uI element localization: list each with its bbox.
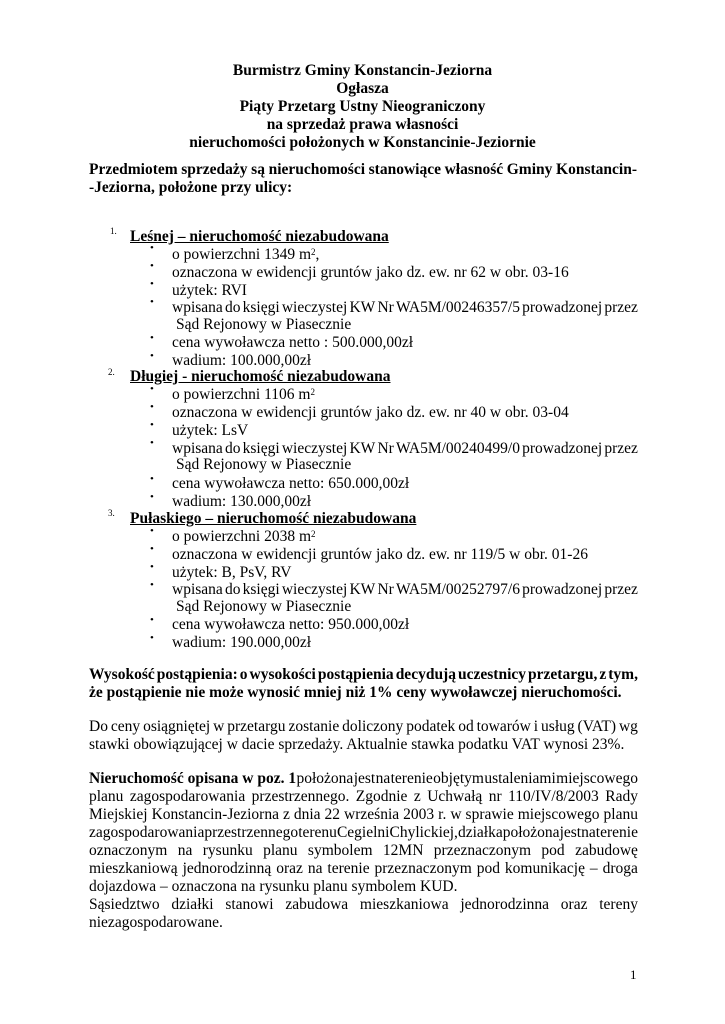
word: Nr xyxy=(377,581,394,598)
bullet-icon: • xyxy=(150,473,154,485)
property-deposit: wadium: 190.000,00zł xyxy=(172,634,312,651)
word: towarów xyxy=(476,718,531,735)
word: wieczystej xyxy=(281,581,348,598)
word: wg xyxy=(618,718,638,735)
bullet-icon: • xyxy=(150,296,154,308)
word: września xyxy=(344,806,400,823)
intro-line-2: -Jeziorna, położone przy ulicy: xyxy=(89,179,293,196)
word: Uchwałą xyxy=(427,788,483,805)
word: postąpienia xyxy=(317,666,394,683)
word: objętym xyxy=(433,770,484,787)
word: w xyxy=(213,718,225,735)
zoning-line-9: niezagospodarowane. xyxy=(89,914,223,931)
word: jest xyxy=(353,770,376,787)
property-court: Sąd Rejonowy w Piasecznie xyxy=(176,598,352,615)
word: mieszkaniowa xyxy=(359,896,449,913)
word: wieczystej xyxy=(281,440,348,457)
bullet-icon: • xyxy=(150,437,154,449)
word: droga xyxy=(602,860,638,877)
word: Chylickiej, xyxy=(389,824,458,841)
property-deposit: wadium: 100.000,00zł xyxy=(172,352,312,369)
word: oraz xyxy=(560,896,588,913)
bullet-icon: • xyxy=(150,350,154,362)
word: położona xyxy=(296,770,354,787)
word: prowadzonej xyxy=(522,299,603,316)
word: Gminy xyxy=(506,161,553,178)
bullet-icon: • xyxy=(150,579,154,591)
word: ustaleniami xyxy=(484,770,556,787)
property-title: Pułaskiego – nieruchomość niezabudowana xyxy=(130,510,417,527)
word: przestrzennego. xyxy=(251,788,350,805)
word: sprawie xyxy=(465,806,514,823)
word: Konstancin-Jeziorna xyxy=(151,806,279,823)
property-price: cena wywoławcza netto: 650.000,00zł xyxy=(172,475,410,492)
word: przez xyxy=(604,581,638,598)
zoning-line-5 xyxy=(89,842,638,860)
property-title: Długiej - nieruchomość niezabudowana xyxy=(130,368,391,385)
word: prowadzonej xyxy=(522,581,603,598)
word: jednorodzinną xyxy=(182,860,272,877)
word: uczestnicy xyxy=(458,666,527,683)
word: z xyxy=(282,806,290,823)
word: wpisana xyxy=(172,299,223,316)
word: miejscowego xyxy=(556,770,638,787)
property-title: Leśnej – nieruchomość niezabudowana xyxy=(130,228,389,245)
intro-line-1 xyxy=(89,161,637,179)
word: Cegielni xyxy=(336,824,390,841)
zoning-lead: Nieruchomość opisana w poz. 1 xyxy=(89,770,297,787)
word: postąpienia: xyxy=(156,666,238,683)
word: o xyxy=(239,666,248,683)
bid-step-paragraph xyxy=(89,666,638,702)
word: tereny xyxy=(599,896,638,913)
word: tym, xyxy=(608,666,638,683)
word: Konstancin- xyxy=(556,161,637,178)
bullet-icon: • xyxy=(150,278,154,290)
word: sprzedaży xyxy=(181,161,248,178)
word: i xyxy=(533,718,539,735)
word: do xyxy=(224,299,241,316)
property-court: Sąd Rejonowy w Piasecznie xyxy=(176,456,352,473)
word: w xyxy=(450,806,462,823)
word: 110/IV/8/2003 xyxy=(508,788,599,805)
zoning-line-8 xyxy=(89,896,638,914)
word: Rady xyxy=(605,788,638,805)
property-parcel: oznaczona w ewidencji gruntów jako dz. ew. nr 40 w obr. 03-04 xyxy=(172,404,569,421)
word: wieczystej xyxy=(281,299,348,316)
property-land-register xyxy=(172,581,638,599)
word: jednorodzinna xyxy=(460,896,550,913)
word: 22 xyxy=(324,806,341,823)
word: Do xyxy=(89,718,108,735)
word: przeznaczonym xyxy=(374,860,472,877)
bullet-icon: • xyxy=(150,491,154,503)
property-land-use: użytek: LsV xyxy=(172,422,249,439)
announcement-header xyxy=(0,62,725,152)
word: jest xyxy=(559,824,582,841)
property-area: o powierzchni 2038 $m^2$ xyxy=(172,528,316,545)
bullet-icon: • xyxy=(150,383,154,395)
property-court: Sąd Rejonowy w Piasecznie xyxy=(176,316,352,333)
bullet-icon: • xyxy=(150,561,154,573)
word: księgi xyxy=(242,299,280,316)
word: działka xyxy=(457,824,503,841)
word: księgi xyxy=(242,440,280,457)
word: zabudowę xyxy=(575,842,638,859)
word: WA5M/00246357/5 xyxy=(395,299,520,316)
word: księgi xyxy=(242,581,280,598)
page-number: 1 xyxy=(630,967,637,982)
word: 2003 xyxy=(403,806,435,823)
word: nr xyxy=(488,788,502,805)
word: własność xyxy=(444,161,504,178)
word: zostanie xyxy=(288,718,340,735)
word: (VAT) xyxy=(577,718,617,735)
word: Nr xyxy=(377,299,394,316)
bullet-icon: • xyxy=(150,332,154,344)
word: 12MN xyxy=(382,842,424,859)
word: pod xyxy=(541,842,565,859)
word: terenie xyxy=(390,770,433,787)
word: z xyxy=(413,788,421,805)
property-price: cena wywoławcza netto: 950.000,00zł xyxy=(172,616,410,633)
property-area: o powierzchni 1106 $m^2$ xyxy=(172,386,315,403)
zoning-line-4 xyxy=(89,824,638,842)
bullet-icon: • xyxy=(150,543,154,555)
zoning-line-3 xyxy=(89,806,638,824)
word: r. xyxy=(438,806,447,823)
bullet-icon: • xyxy=(150,401,154,413)
word: przez xyxy=(604,440,638,457)
property-land-use: użytek: RVI xyxy=(172,282,247,299)
word: oznaczonym xyxy=(89,842,168,859)
word: z xyxy=(599,666,607,683)
header-issuer: Burmistrz Gminy Konstancin-Jeziorna xyxy=(232,62,493,79)
word: KW xyxy=(349,299,376,316)
word: przeznaczonym xyxy=(433,842,532,859)
word: usług xyxy=(541,718,575,735)
word: zagospodarowania xyxy=(89,824,205,841)
word: osiągniętej xyxy=(143,718,211,735)
word: ceny xyxy=(110,718,141,735)
word: do xyxy=(224,581,241,598)
word: terenie xyxy=(327,860,370,877)
word: komunikację xyxy=(504,860,585,877)
zoning-paragraph xyxy=(89,770,638,932)
word: miejscowego xyxy=(517,806,600,823)
bullet-icon: • xyxy=(150,242,154,254)
intro-paragraph xyxy=(89,161,637,197)
word: rysunku xyxy=(202,842,253,859)
word: pod xyxy=(476,860,500,877)
word: planu xyxy=(263,842,298,859)
word: Nr xyxy=(377,440,394,457)
word: wysokości xyxy=(249,666,316,683)
property-area: o powierzchni 1349 $m^2$, xyxy=(172,246,320,263)
bullet-icon: • xyxy=(150,632,154,644)
word: prowadzonej xyxy=(522,440,603,457)
property-parcel: oznaczona w ewidencji gruntów jako dz. ew. nr 119/5 w obr. 01-26 xyxy=(172,546,588,563)
word: są xyxy=(251,161,265,178)
word: zabudowa xyxy=(285,896,349,913)
property-land-register xyxy=(172,299,638,317)
property-number: 1. xyxy=(110,226,117,236)
property-price: cena wywoławcza netto : 500.000,00zł xyxy=(172,334,414,351)
bid-step-line-2: że postąpienie nie może wynosić mniej niż 1% ceny wywoławczej nieruchomości. xyxy=(89,684,622,701)
word: doliczony xyxy=(342,718,404,735)
vat-paragraph xyxy=(89,718,638,754)
zoning-line-7: dojazdowa – oznaczona na rysunku planu symbolem KUD. xyxy=(89,878,458,895)
word: przestrzennego xyxy=(204,824,299,841)
word: stanowi xyxy=(225,896,274,913)
bullet-icon: • xyxy=(150,419,154,431)
word: Sąsiedztwo xyxy=(89,896,160,913)
word: planu xyxy=(603,806,638,823)
property-deposit: wadium: 130.000,00zł xyxy=(172,493,312,510)
word: działki xyxy=(171,896,214,913)
bullet-icon: • xyxy=(150,525,154,537)
property-land-use: użytek: B, PsV, RV xyxy=(172,564,292,581)
word: nieruchomości xyxy=(268,161,366,178)
word: dnia xyxy=(293,806,321,823)
header-announces: Ogłasza xyxy=(336,80,389,97)
word: wpisana xyxy=(172,440,223,457)
word: oraz xyxy=(276,860,303,877)
property-number: 3. xyxy=(108,508,115,518)
header-subject: na sprzedaż prawa własności xyxy=(266,116,459,133)
word: wpisana xyxy=(172,581,223,598)
word: Zgodnie xyxy=(355,788,408,805)
word: Miejskiej xyxy=(89,806,148,823)
vat-line-1 xyxy=(89,718,638,736)
word: KW xyxy=(349,581,376,598)
word: terenie xyxy=(595,824,638,841)
word: przetargu, xyxy=(528,666,598,683)
word: położona xyxy=(502,824,560,841)
word: na xyxy=(177,842,193,859)
word: – xyxy=(589,860,598,877)
word: Wysokość xyxy=(89,666,155,683)
word: na xyxy=(581,824,596,841)
word: terenu xyxy=(298,824,337,841)
property-parcel: oznaczona w ewidencji gruntów jako dz. ew. nr 62 w obr. 03-16 xyxy=(172,264,569,281)
vat-line-2: stawki obowiązującej w dacie sprzedaży. Aktualnie stawka podatku VAT wynosi 23%. xyxy=(89,736,625,753)
zoning-line-1 xyxy=(89,770,638,788)
word: WA5M/00240499/0 xyxy=(395,440,520,457)
word: Przedmiotem xyxy=(89,161,178,178)
word: od xyxy=(458,718,474,735)
word: do xyxy=(224,440,241,457)
word: symbolem xyxy=(307,842,373,859)
bid-step-line-1 xyxy=(89,666,638,684)
word: stanowiące xyxy=(368,161,441,178)
word: na xyxy=(307,860,323,877)
zoning-line-2 xyxy=(89,788,638,806)
word: KW xyxy=(349,440,376,457)
header-location: nieruchomości położonych w Konstancinie-Jeziornie xyxy=(189,134,536,151)
bullet-icon: • xyxy=(150,614,154,626)
word: na xyxy=(375,770,391,787)
word: podatek xyxy=(406,718,456,735)
bullet-icon: • xyxy=(150,260,154,272)
word: przez xyxy=(604,299,638,316)
word: przetargu xyxy=(227,718,286,735)
word: mieszkaniową xyxy=(89,860,178,877)
zoning-line-6 xyxy=(89,860,638,878)
word: decydują xyxy=(395,666,456,683)
word: planu xyxy=(89,788,124,805)
header-tender-type: Piąty Przetarg Ustny Nieograniczony xyxy=(239,98,486,115)
word: zagospodarowania xyxy=(129,788,246,805)
word: WA5M/00252797/6 xyxy=(395,581,520,598)
property-number: 2. xyxy=(108,367,115,377)
